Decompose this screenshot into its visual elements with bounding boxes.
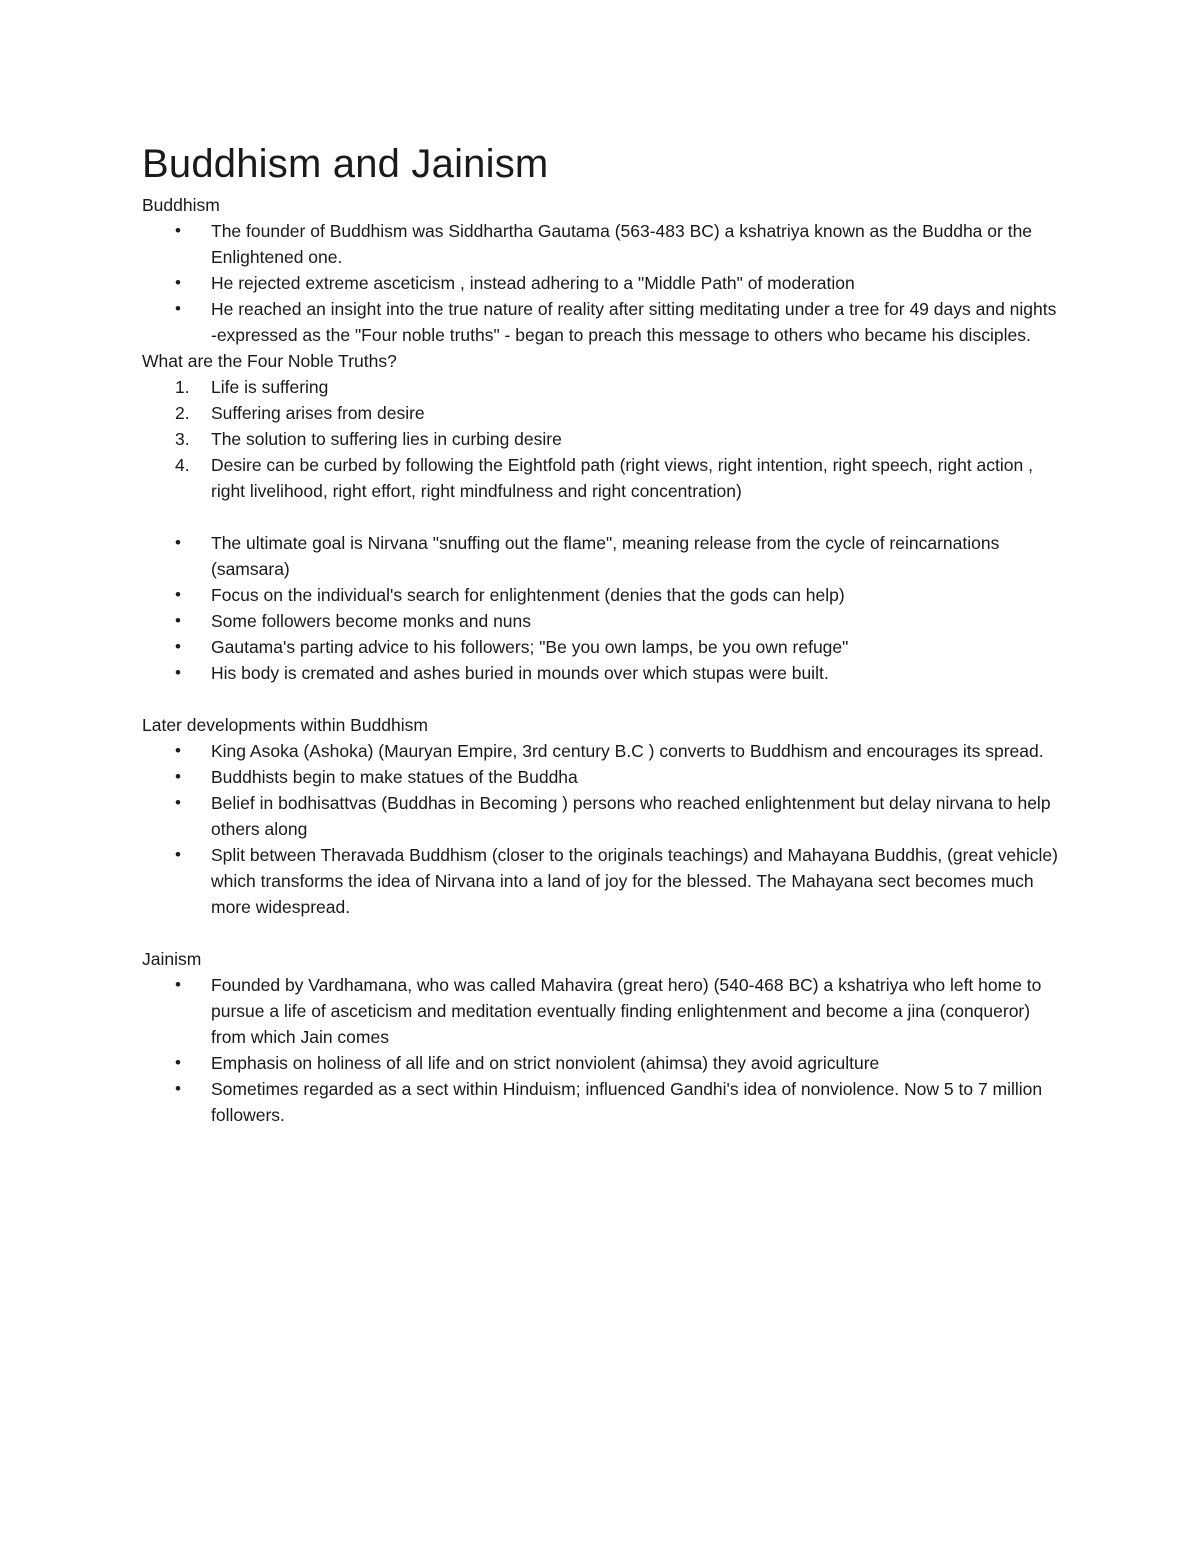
list-item-text: Buddhists begin to make statues of the Buddha <box>211 767 578 787</box>
section-heading-jainism: Jainism <box>142 949 202 969</box>
list-item-text: Suffering arises from desire <box>211 403 425 423</box>
list-item <box>142 426 1062 452</box>
list-item-text: Some followers become monks and nuns <box>211 611 532 631</box>
list-number: 4. <box>175 455 190 475</box>
list-item <box>142 634 1062 660</box>
list-item-text: The solution to suffering lies in curbing desire <box>211 429 562 449</box>
list-item-text: The ultimate goal is Nirvana "snuffing out the flame", meaning release from the cycle of reincarnations (samsara) <box>211 533 1000 579</box>
list-item <box>142 374 1062 400</box>
list-item-text: Belief in bodhisattvas (Buddhas in Becoming ) persons who reached enlightenment but delay nirvana to help others along <box>211 793 1051 839</box>
list-number: 1. <box>175 377 190 397</box>
bullet-icon: • <box>175 299 181 318</box>
bullet-icon: • <box>175 741 181 760</box>
list-item <box>142 452 1062 504</box>
spacer <box>142 504 1062 530</box>
list-number: 2. <box>175 403 190 423</box>
document-page <box>142 140 1062 1128</box>
list-item-text: Founded by Vardhamana, who was called Mahavira (great hero) (540-468 BC) a kshatriya who left home to pursue a life of asceticism and meditation eventually finding enlightenment and become a jina (conqueror) from which Jain comes <box>211 975 1042 1047</box>
list-item <box>142 218 1062 270</box>
list-item <box>142 608 1062 634</box>
bullet-icon: • <box>175 793 181 812</box>
bullet-icon: • <box>175 845 181 864</box>
list-item <box>142 530 1062 582</box>
document-title: Buddhism and Jainism <box>142 142 549 186</box>
later-developments-bullet-list <box>142 738 1062 920</box>
list-item <box>142 738 1062 764</box>
list-item <box>142 842 1062 920</box>
bullet-icon: • <box>175 273 181 292</box>
list-item-text: Gautama's parting advice to his followers; "Be you own lamps, be you own refuge" <box>211 637 849 657</box>
nirvana-bullet-list <box>142 530 1062 686</box>
list-item <box>142 660 1062 686</box>
list-item <box>142 764 1062 790</box>
list-item <box>142 1050 1062 1076</box>
bullet-icon: • <box>175 533 181 552</box>
list-item-text: The founder of Buddhism was Siddhartha Gautama (563-483 BC) a kshatriya known as the Buddha or the Enlightened one. <box>211 221 1033 267</box>
section-heading-four-truths: What are the Four Noble Truths? <box>142 351 397 371</box>
bullet-icon: • <box>175 663 181 682</box>
bullet-icon: • <box>175 611 181 630</box>
list-item <box>142 400 1062 426</box>
list-item-text: Split between Theravada Buddhism (closer to the originals teachings) and Mahayana Buddhis, (great vehicle) which transforms the idea of Nirvana into a land of joy for the blessed. The Mahayana sect becomes much more widespread. <box>211 845 1058 917</box>
list-item <box>142 296 1062 348</box>
bullet-icon: • <box>175 637 181 656</box>
jainism-bullet-list <box>142 972 1062 1128</box>
bullet-icon: • <box>175 585 181 604</box>
list-item-text: King Asoka (Ashoka) (Mauryan Empire, 3rd century B.C ) converts to Buddhism and encourages its spread. <box>211 741 1044 761</box>
bullet-icon: • <box>175 1079 181 1098</box>
list-number: 3. <box>175 429 190 449</box>
bullet-icon: • <box>175 975 181 994</box>
four-truths-list <box>142 374 1062 504</box>
list-item-text: Sometimes regarded as a sect within Hinduism; influenced Gandhi's idea of nonviolence. Now 5 to 7 million followers. <box>211 1079 1043 1125</box>
list-item-text: His body is cremated and ashes buried in mounds over which stupas were built. <box>211 663 829 683</box>
section-heading-later-developments: Later developments within Buddhism <box>142 715 428 735</box>
list-item-text: Focus on the individual's search for enlightenment (denies that the gods can help) <box>211 585 845 605</box>
list-item-text: Emphasis on holiness of all life and on strict nonviolent (ahimsa) they avoid agriculture <box>211 1053 880 1073</box>
buddhism-bullet-list <box>142 218 1062 348</box>
section-heading-buddhism: Buddhism <box>142 195 220 215</box>
list-item <box>142 1076 1062 1128</box>
list-item-text: Life is suffering <box>211 377 329 397</box>
list-item-text: Desire can be curbed by following the Eightfold path (right views, right intention, right speech, right action , right livelihood, right effort, right mindfulness and right concentration) <box>211 455 1033 501</box>
list-item-text: He rejected extreme asceticism , instead adhering to a "Middle Path" of moderation <box>211 273 855 293</box>
list-item <box>142 270 1062 296</box>
spacer <box>142 686 1062 712</box>
list-item <box>142 790 1062 842</box>
list-item <box>142 582 1062 608</box>
bullet-icon: • <box>175 767 181 786</box>
bullet-icon: • <box>175 1053 181 1072</box>
list-item-text: He reached an insight into the true nature of reality after sitting meditating under a tree for 49 days and nights -expressed as the "Four noble truths" - began to preach this message to others who became his disciples. <box>211 299 1057 345</box>
spacer <box>142 920 1062 946</box>
bullet-icon: • <box>175 221 181 240</box>
list-item <box>142 972 1062 1050</box>
